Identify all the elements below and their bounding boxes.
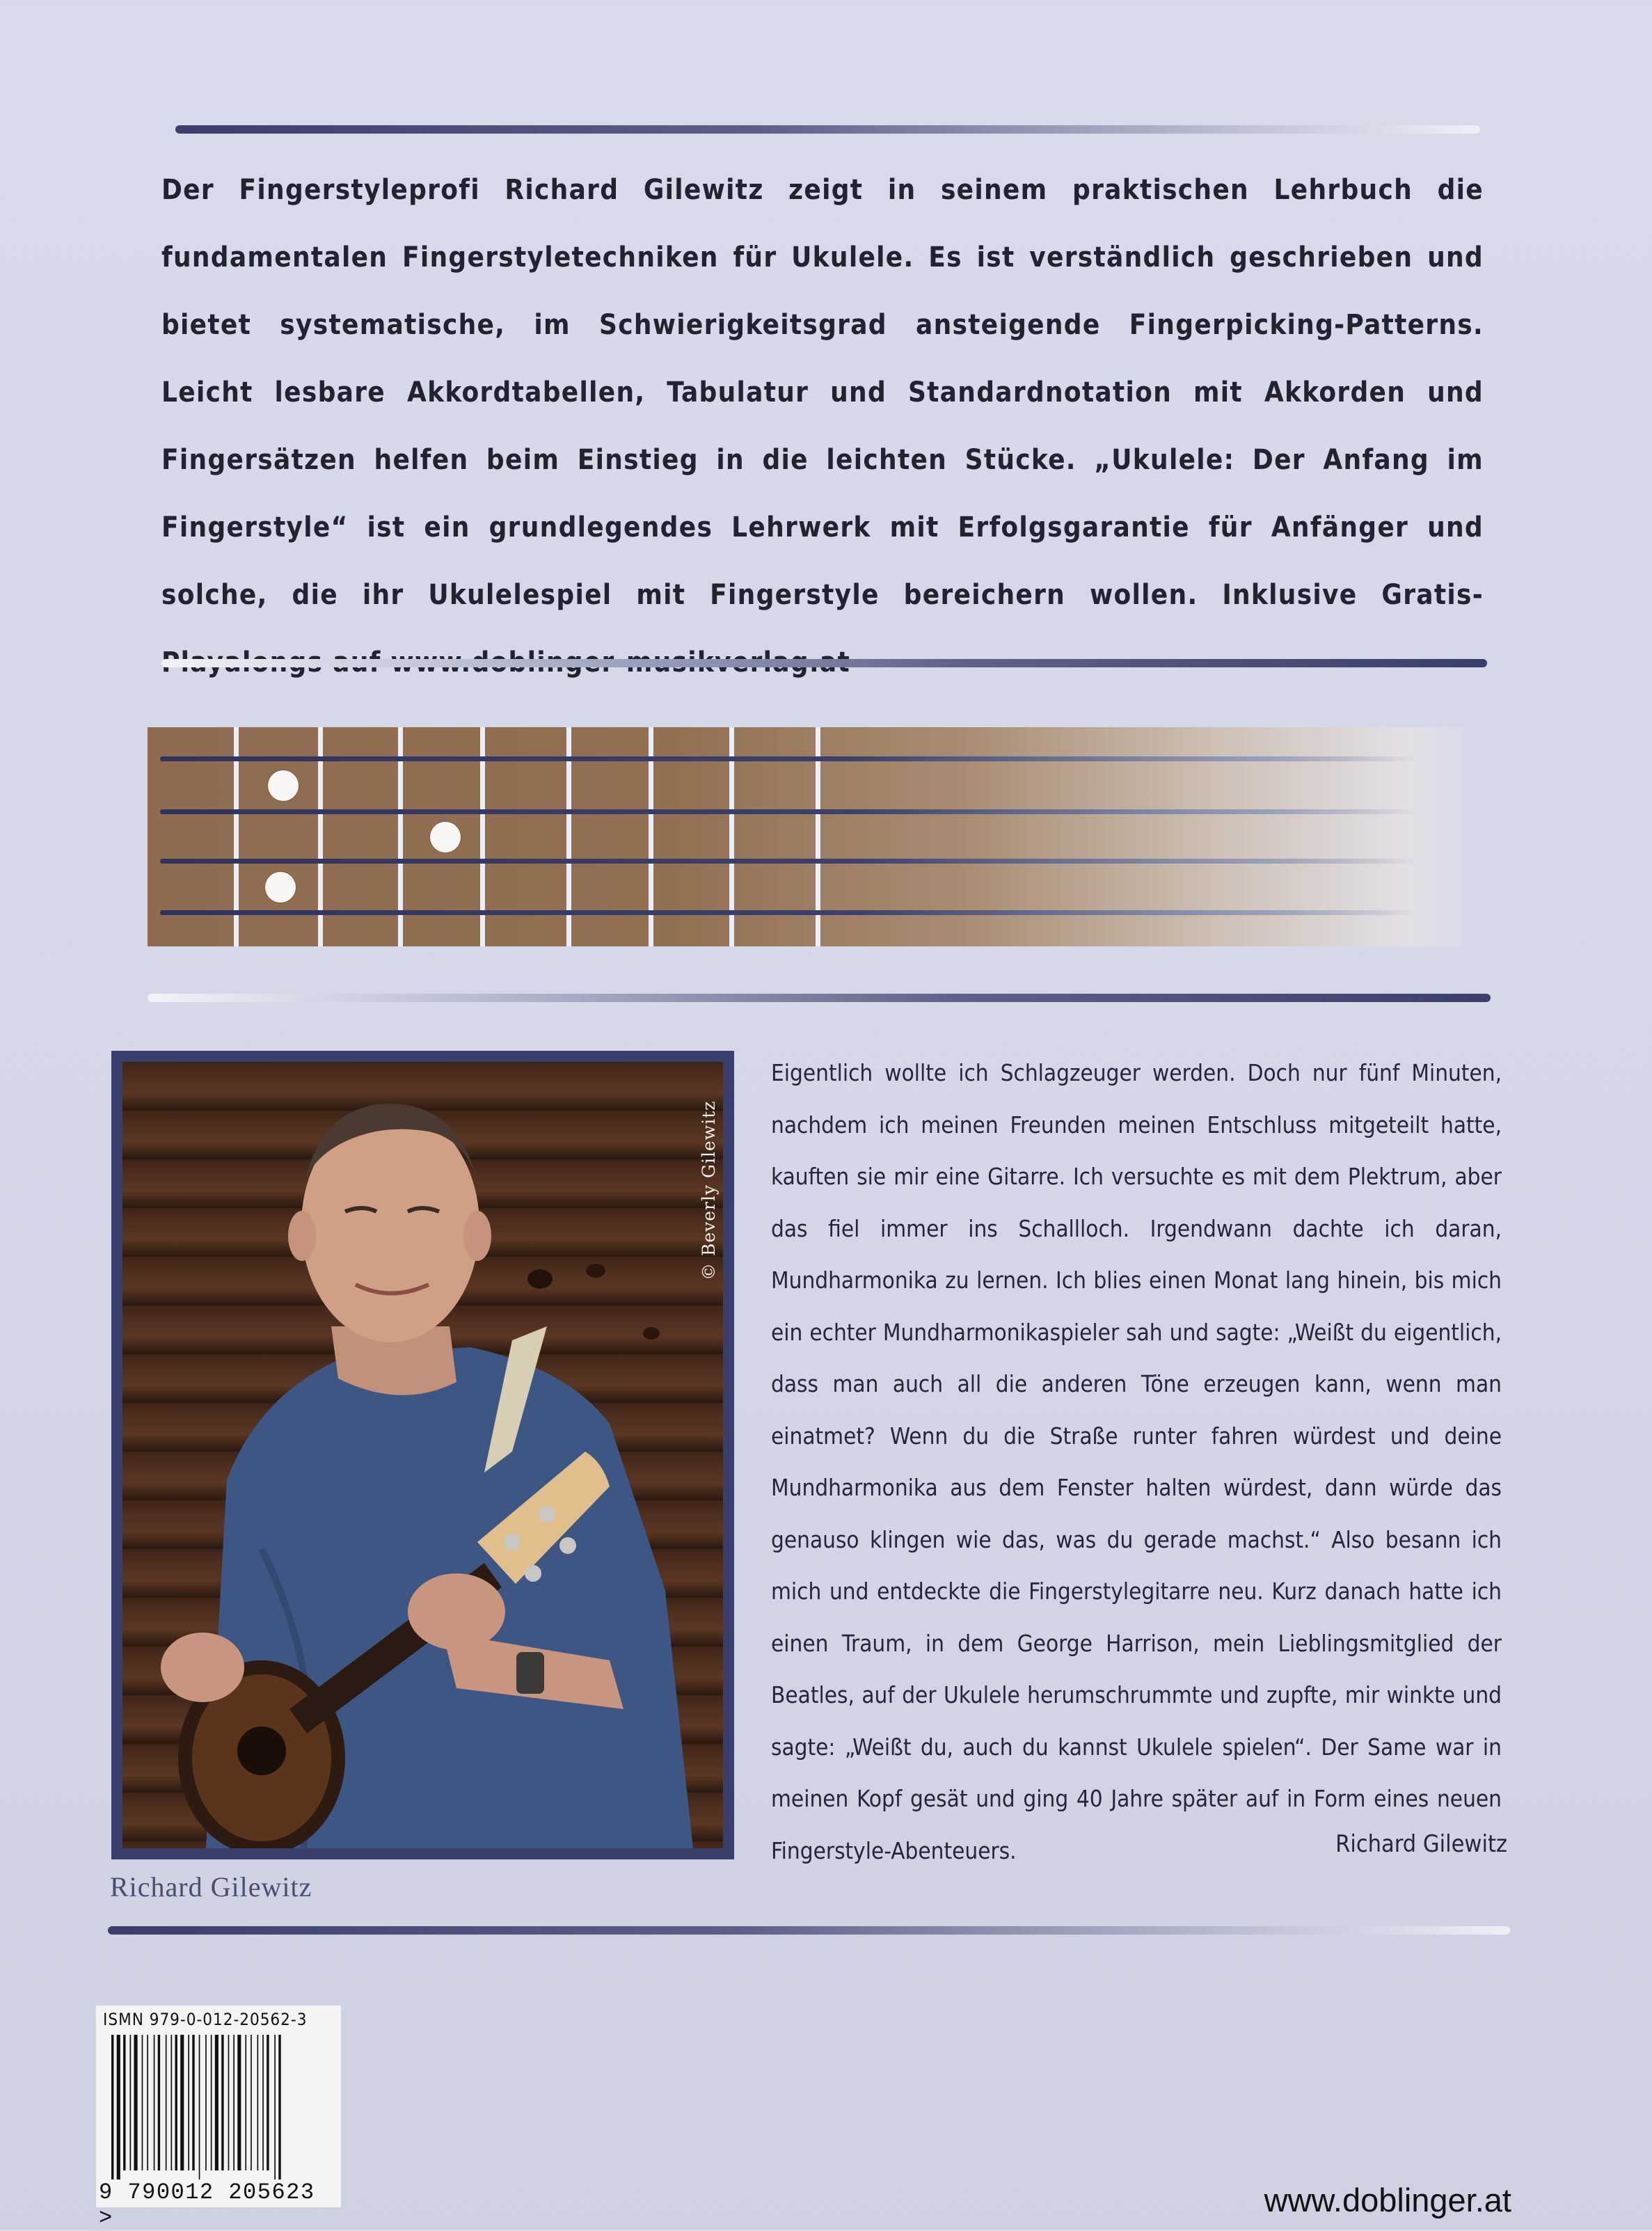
barcode-icon xyxy=(111,2035,327,2180)
fretboard-bottom-divider xyxy=(148,994,1491,1002)
bio-signature: Richard Gilewitz xyxy=(1335,1830,1507,1858)
bottom-divider xyxy=(108,1926,1510,1935)
top-divider xyxy=(175,125,1480,134)
author-photo-frame xyxy=(111,1051,734,1859)
string-1 xyxy=(160,756,1421,761)
ismn-number: ISMN 979-0-012-20562-3 xyxy=(103,2010,308,2029)
string-3 xyxy=(160,859,1421,864)
string-2 xyxy=(160,809,1421,814)
author-bio-text: Eigentlich wollte ich Schlagzeuger werden. Doch nur fünf Minuten, nachdem ich meinen Freunden meinen Entschluss mitgeteilt hatte, kauften sie mir eine Gitarre. Ich versuchte es mit dem Plektrum, aber das fiel immer ins Schallloch. Irgendwann dachte ich daran, Mundharmonika zu lernen. Ich blies einen Monat lang hinein, bis mich ein echter Mundharmonikaspieler sah und sagte: „Weißt du eigentlich, dass man auch all die anderen Töne erzeugen kann, wenn man einatmet? Wenn du die Straße runter fahren würdest und deine Mundharmonika aus dem Fenster halten würdest, dann würde das genauso klingen wie das, was du gerade machst.“ Also besann ich mich und entdeckte die Fingerstylegitarre neu. Kurz danach hatte ich einen Traum, in dem George Harrison, mein Lieblingsmitglied der Beatles, auf der Ukulele herumschrummte und zupfte, mir winkte und sagte: „Weißt du, auch du kannst Ukulele spielen“. Der Same war in meinen Kopf gesät und ging 40 Jahre später auf in Form eines neuen Fingerstyle-Abenteuers. xyxy=(771,1059,1502,1864)
finger-dot xyxy=(265,872,296,903)
publisher-url: www.doblinger.at xyxy=(1264,2182,1511,2218)
photo-caption: Richard Gilewitz xyxy=(110,1871,312,1903)
string-4 xyxy=(160,910,1421,915)
finger-dot xyxy=(268,770,299,801)
fretboard-top-divider xyxy=(161,659,1487,667)
author-photo xyxy=(122,1062,723,1848)
intro-text: Der Fingerstyleprofi Richard Gilewitz zeigt in seinem praktischen Lehrbuch die fundamentalen Fingerstyletechniken für Ukulele. Es ist verständlich geschrieben und bietet systematische, im Schwierigkeitsgrad ansteigende Fingerpicking-Patterns. Leicht lesbare Akkordtabellen, Tabulatur und Standardnotation mit Akkorden und Fingersätzen helfen beim Einstieg in die leichten Stücke. „Ukulele: Der Anfang im Fingerstyle“ ist ein grundlegendes Lehrwerk mit Erfolgsgarantie für Anfänger und solche, die ihr Ukulelespiel mit Fingerstyle bereichern wollen. Inklusive Gratis- xyxy=(161,174,1484,611)
finger-dot xyxy=(430,822,461,852)
photo-credit: © Beverly Gilewitz xyxy=(699,1100,719,1280)
barcode-label xyxy=(96,2006,341,2231)
ukulele-fretboard-graphic xyxy=(148,727,1463,946)
barcode-digits: 9 790012 205623 > xyxy=(99,2180,315,2231)
